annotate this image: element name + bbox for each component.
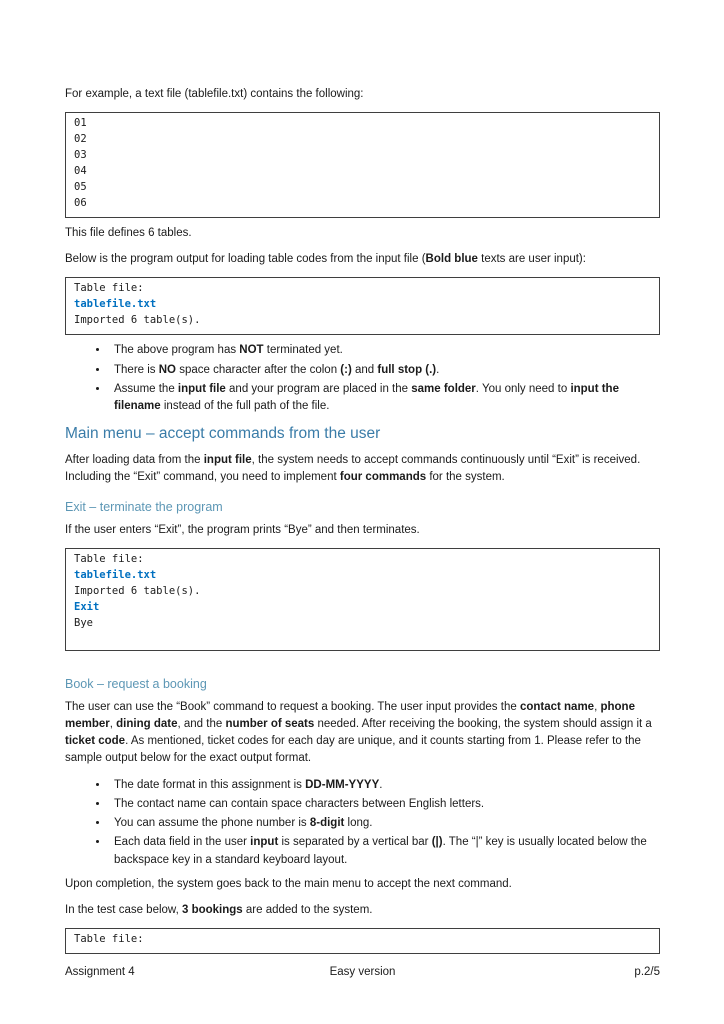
code-line-user-input: Exit	[74, 600, 100, 613]
code-box-exit-session	[65, 548, 660, 651]
text-segment: number of seats	[225, 717, 315, 730]
notes-list-loading	[65, 342, 660, 415]
text-segment: Assume the	[114, 382, 178, 395]
bullet-item	[109, 834, 660, 869]
text-segment: (:)	[340, 363, 352, 376]
text-segment: contact name	[519, 700, 595, 713]
paragraph-file-defines	[65, 225, 660, 242]
code-line: 06	[74, 197, 87, 210]
text-segment: NOT	[239, 344, 264, 357]
code-line: Table file:	[74, 282, 144, 295]
footer-assignment-label: Assignment 4	[65, 966, 135, 978]
text-segment: . The “|” key is usually located below the backspace key in a standard keyboard layout.	[114, 836, 647, 866]
code-box-booking-session	[65, 928, 660, 954]
code-box-table-file	[65, 112, 660, 218]
text-segment: You can assume the phone number is	[114, 817, 310, 830]
footer-page-number: p.2/5	[634, 966, 660, 978]
text-segment: Below is the program output for loading table codes from the input file (	[65, 253, 426, 266]
text-segment: space character after the colon	[176, 363, 341, 376]
text-segment: Each data field in the user	[114, 836, 251, 849]
code-line-user-input: tablefile.txt	[74, 298, 157, 311]
text-segment: .	[436, 363, 440, 376]
code-box-load-output	[65, 277, 660, 335]
text-segment: long.	[344, 817, 373, 830]
heading-exit: Exit – terminate the program	[65, 500, 223, 515]
text-segment: The contact name can contain space characters between English letters.	[114, 797, 485, 810]
text-segment: 8-digit	[309, 817, 345, 830]
bullet-item	[109, 342, 660, 359]
text-segment: phone member	[65, 700, 635, 730]
bullet-item	[109, 381, 660, 416]
paragraph-test-case	[65, 902, 660, 919]
text-segment: , and the	[177, 717, 226, 730]
text-segment: instead of the full path of the file.	[160, 400, 330, 413]
bullet-item	[109, 815, 660, 832]
text-segment: four commands	[339, 470, 427, 483]
code-line: Imported 6 table(s).	[74, 584, 201, 597]
text-segment: input file	[177, 382, 226, 395]
text-segment: input	[250, 836, 279, 849]
bullet-item	[109, 796, 660, 813]
heading-main-menu: Main menu – accept commands from the user	[65, 425, 381, 443]
code-line: 04	[74, 165, 87, 178]
text-segment: The user can use the “Book” command to request a booking. The user input provides the	[65, 700, 520, 713]
text-segment: For example, a text file (tablefile.txt) contains the following:	[65, 88, 364, 100]
notes-list-booking	[65, 777, 660, 869]
paragraph-completion	[65, 876, 660, 893]
text-segment: Upon completion, the system goes back to the main menu to accept the next command.	[65, 877, 512, 890]
text-segment: and your program are placed in the	[225, 382, 412, 395]
heading-book: Book – request a booking	[65, 676, 207, 691]
text-segment: full stop (.)	[377, 363, 437, 376]
text-segment: are added to the system.	[242, 904, 373, 917]
footer-version-label: Easy version	[329, 966, 396, 978]
code-line: 02	[74, 133, 87, 146]
text-segment: is separated by a vertical bar	[278, 836, 432, 849]
text-segment: DD-MM-YYYY	[305, 778, 380, 791]
page-footer	[65, 964, 660, 982]
text-segment: .	[379, 778, 383, 791]
bullet-item	[109, 362, 660, 379]
paragraph-example-intro	[65, 86, 660, 103]
bullet-item	[109, 777, 660, 794]
text-segment: ,	[109, 717, 117, 730]
text-segment: and	[351, 363, 378, 376]
text-segment: After loading data from the	[65, 453, 204, 466]
text-segment: dining date	[116, 717, 178, 730]
code-line: 01	[74, 117, 87, 130]
text-segment: . As mentioned, ticket codes for each day are unique, and it counts starting from 1. Please refer to the sample output below for the exact output format.	[65, 735, 641, 765]
code-line: Imported 6 table(s).	[74, 314, 201, 327]
text-segment: same folder	[411, 382, 476, 395]
text-segment: , the system needs to accept commands continuously until “Exit” is received. Including the “Exit” command, you need to implement	[65, 453, 641, 483]
text-segment: texts are user input):	[477, 253, 586, 266]
text-segment: ,	[594, 700, 601, 713]
paragraph-exit-desc	[65, 522, 660, 539]
paragraph-book-desc	[65, 699, 660, 768]
text-segment: . You only need to	[475, 382, 571, 395]
text-segment: This file defines 6 tables.	[65, 226, 192, 239]
text-segment: input the filename	[114, 382, 619, 413]
code-line: Table file:	[74, 553, 144, 566]
text-segment: 3 bookings	[182, 904, 243, 917]
text-segment: NO	[158, 363, 176, 376]
text-segment: ticket code	[65, 735, 126, 748]
text-segment: needed. After receiving the booking, the system should assign it a	[314, 717, 652, 730]
code-line: 05	[74, 181, 87, 194]
text-segment: The above program has	[114, 344, 240, 357]
text-segment: Bold blue	[425, 253, 478, 266]
code-line-user-input: tablefile.txt	[74, 569, 157, 582]
text-segment: (|)	[431, 836, 443, 849]
text-segment: There is	[114, 363, 159, 376]
code-line: Table file:	[74, 933, 144, 946]
text-segment: input file	[203, 453, 252, 466]
text-segment: terminated yet.	[263, 344, 343, 357]
code-line: Bye	[74, 616, 93, 629]
paragraph-program-output-note	[65, 251, 660, 268]
code-line: 03	[74, 149, 87, 162]
text-segment: In the test case below,	[65, 904, 182, 917]
text-segment: If the user enters “Exit”, the program prints “Bye” and then terminates.	[65, 523, 420, 536]
text-segment: for the system.	[426, 470, 505, 483]
text-segment: The date format in this assignment is	[114, 778, 306, 791]
paragraph-main-menu-desc	[65, 452, 660, 487]
